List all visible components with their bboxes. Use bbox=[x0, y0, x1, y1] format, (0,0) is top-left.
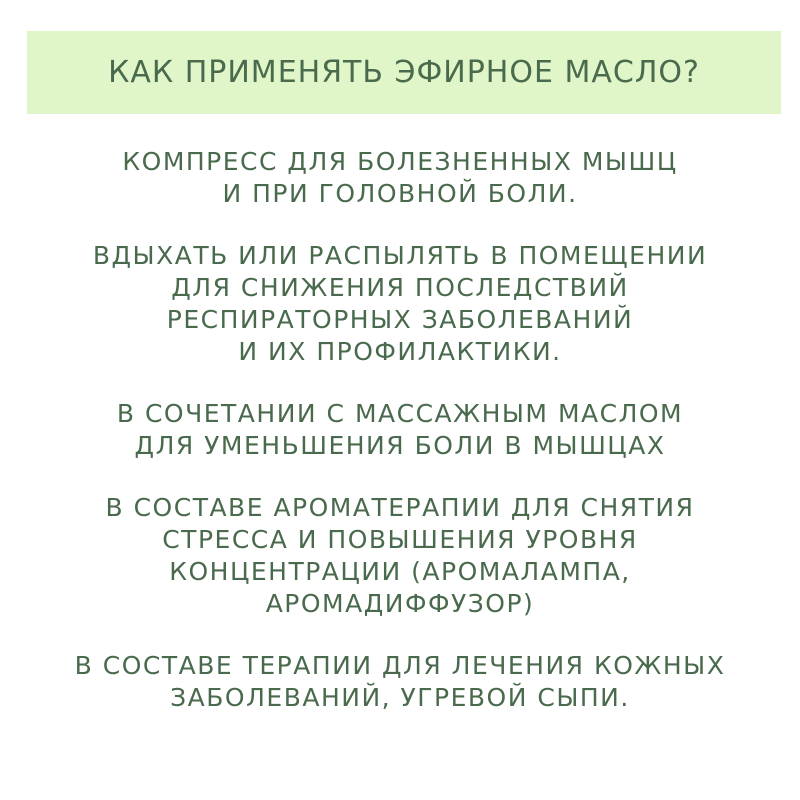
tip-item-inhalation bbox=[0, 240, 800, 368]
tip-line: В СОСТАВЕ АРОМАТЕРАПИИ ДЛЯ СНЯТИЯ bbox=[105, 493, 695, 522]
tip-line: ДЛЯ СНИЖЕНИЯ ПОСЛЕДСТВИЙ bbox=[171, 273, 629, 302]
tip-item-compress bbox=[0, 146, 800, 210]
tips-list bbox=[0, 146, 800, 744]
tip-item-aromatherapy bbox=[0, 492, 800, 620]
tip-line: ВДЫХАТЬ ИЛИ РАСПЫЛЯТЬ В ПОМЕЩЕНИИ bbox=[92, 241, 708, 270]
tip-line: КОНЦЕНТРАЦИИ (АРОМАЛАМПА, bbox=[169, 557, 631, 586]
tip-line: ДЛЯ УМЕНЬШЕНИЯ БОЛИ В МЫШЦАХ bbox=[134, 431, 666, 460]
tip-line: РЕСПИРАТОРНЫХ ЗАБОЛЕВАНИЙ bbox=[166, 305, 634, 334]
tip-line: И ПРИ ГОЛОВНОЙ БОЛИ. bbox=[222, 179, 578, 208]
page-title: КАК ПРИМЕНЯТЬ ЭФИРНОЕ МАСЛО? bbox=[108, 55, 700, 90]
tip-line: КОМПРЕСС ДЛЯ БОЛЕЗНЕННЫХ МЫШЦ bbox=[122, 147, 678, 176]
tip-line: АРОМАДИФФУЗОР) bbox=[265, 589, 535, 618]
tip-line: И ИХ ПРОФИЛАКТИКИ. bbox=[238, 337, 562, 366]
tip-line: В СОСТАВЕ ТЕРАПИИ ДЛЯ ЛЕЧЕНИЯ КОЖНЫХ bbox=[74, 651, 726, 680]
tip-line: ЗАБОЛЕВАНИЙ, УГРЕВОЙ СЫПИ. bbox=[170, 683, 630, 712]
tip-item-massage bbox=[0, 398, 800, 462]
tip-item-skin-therapy bbox=[0, 650, 800, 714]
tip-line: В СОЧЕТАНИИ С МАССАЖНЫМ МАСЛОМ bbox=[116, 399, 684, 428]
tip-line: СТРЕССА И ПОВЫШЕНИЯ УРОВНЯ bbox=[162, 525, 638, 554]
